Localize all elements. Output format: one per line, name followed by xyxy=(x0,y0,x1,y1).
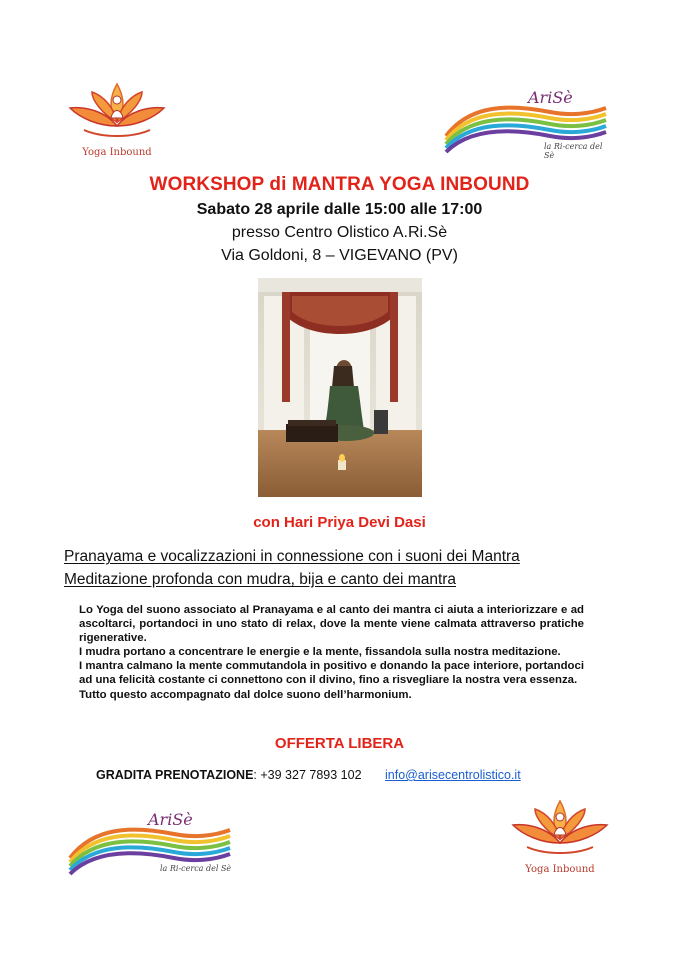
lotus-icon xyxy=(505,795,615,863)
description-block xyxy=(79,603,584,702)
arise-brand: AriSè xyxy=(148,810,193,829)
booking-separator: : xyxy=(253,768,257,782)
arise-logo-bottom xyxy=(64,808,234,878)
subtitle-pranayama: Pranayama e vocalizzazioni in connessione con i suoni dei Mantra xyxy=(64,548,520,565)
booking-label: GRADITA PRENOTAZIONE xyxy=(96,768,254,782)
booking-phone[interactable]: +39 327 7893 102 xyxy=(260,768,362,782)
description-paragraph: Lo Yoga del suono associato al Pranayama e al canto dei mantra ci aiuta a interiorizzare e ad ascoltarci, portandoci in uno stato di relax, dove la mente viene calmata attraverso pratiche rigenerative. xyxy=(79,604,584,645)
teacher-photo xyxy=(258,278,422,497)
arise-logo-top xyxy=(440,86,610,160)
description-paragraph: I mudra portano a concentrare le energie e la mente, fissandola sulla nostra meditazione. xyxy=(79,646,561,659)
subtitle-meditazione: Meditazione profonda con mudra, bija e canto dei mantra xyxy=(64,571,457,588)
yoga-inbound-caption: Yoga Inbound xyxy=(82,147,152,158)
yoga-room-photo xyxy=(258,278,422,497)
arise-brand: AriSè xyxy=(528,88,573,107)
workshop-address: Via Goldoni, 8 – VIGEVANO (PV) xyxy=(221,247,458,264)
teacher-name: con Hari Priya Devi Dasi xyxy=(253,514,426,531)
arise-tagline: la Ri-cerca del Sè xyxy=(160,864,232,873)
yoga-inbound-logo-bottom xyxy=(505,795,615,875)
arise-tagline: la Ri-cerca del Sè xyxy=(544,142,603,160)
offer-label: OFFERTA LIBERA xyxy=(274,735,405,752)
workshop-venue: presso Centro Olistico A.Ri.Sè xyxy=(231,224,448,241)
booking-email-link[interactable]: info@arisecentrolistico.it xyxy=(385,768,521,782)
workshop-title: WORKSHOP di MANTRA YOGA INBOUND xyxy=(149,174,530,195)
yoga-inbound-logo-top xyxy=(62,78,172,158)
yoga-inbound-caption: Yoga Inbound xyxy=(525,864,595,875)
booking-line xyxy=(96,768,521,782)
lotus-icon xyxy=(62,78,172,146)
description-paragraph: I mantra calmano la mente commutandola in positivo e donando la pace interiore, portandoci ad una felicità costante ci connettono con il divino, fino a risvegliare la nostra vera essenza. xyxy=(79,660,584,687)
description-paragraph: Tutto questo accompagnato dal dolce suono dell’harmonium. xyxy=(79,688,412,701)
workshop-date: Sabato 28 aprile dalle 15:00 alle 17:00 xyxy=(196,201,483,218)
